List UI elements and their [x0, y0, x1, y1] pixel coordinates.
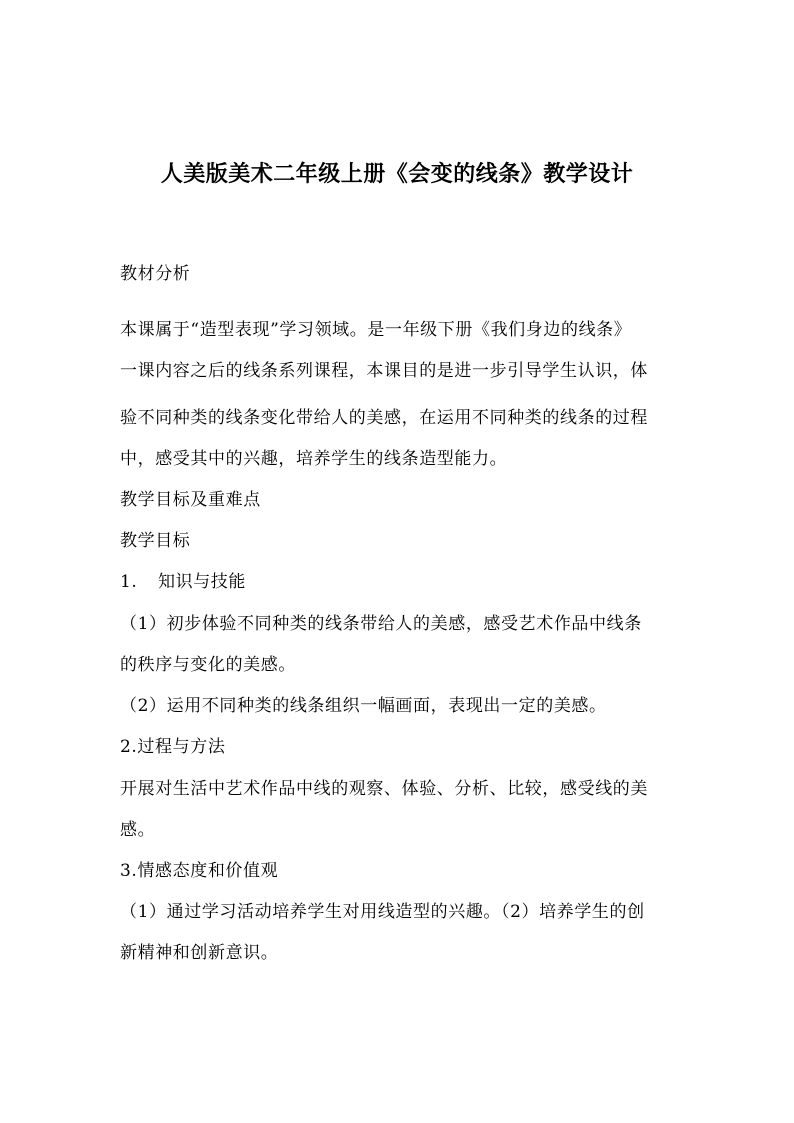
paragraph-line: 的秩序与变化的美感。: [120, 655, 296, 675]
document-title: 人美版美术二年级上册《会变的线条》教学设计: [160, 162, 634, 187]
section-heading-objectives-and-difficulties: 教学目标及重难点: [120, 490, 261, 510]
section-heading-objectives: 教学目标: [120, 531, 191, 551]
subheading-process-and-methods: 2.过程与方法: [120, 737, 226, 757]
list-number: 1.: [120, 572, 138, 592]
subheading-knowledge-and-skills: 知识与技能: [158, 572, 246, 592]
section-heading-textbook-analysis: 教材分析: [120, 264, 191, 284]
paragraph-line: （2）运用不同种类的线条组织一幅画面，表现出一定的美感。: [120, 696, 607, 716]
paragraph-line: 本课属于“造型表现”学习领域。是一年级下册《我们身边的线条》: [120, 320, 632, 340]
paragraph-line: （1）通过学习活动培养学生对用线造型的兴趣。（2）培养学生的创: [120, 902, 645, 922]
paragraph-line: 新精神和创新意识。: [120, 943, 279, 963]
paragraph-line: 开展对生活中艺术作品中线的观察、体验、分析、比较，感受线的美: [120, 779, 648, 799]
paragraph-line: （1）初步体验不同种类的线条带给人的美感，感受艺术作品中线条: [120, 614, 642, 634]
paragraph-line: 一课内容之后的线条系列课程，本课目的是进一步引导学生认识，体: [120, 361, 648, 381]
paragraph-line: 感。: [120, 820, 156, 840]
paragraph-line: 中，感受其中的兴趣，培养学生的线条造型能力。: [120, 449, 508, 469]
paragraph-line: 验不同种类的线条变化带给人的美感，在运用不同种类的线条的过程: [120, 408, 648, 428]
subheading-emotion-attitude-values: 3.情感态度和价值观: [120, 861, 279, 881]
